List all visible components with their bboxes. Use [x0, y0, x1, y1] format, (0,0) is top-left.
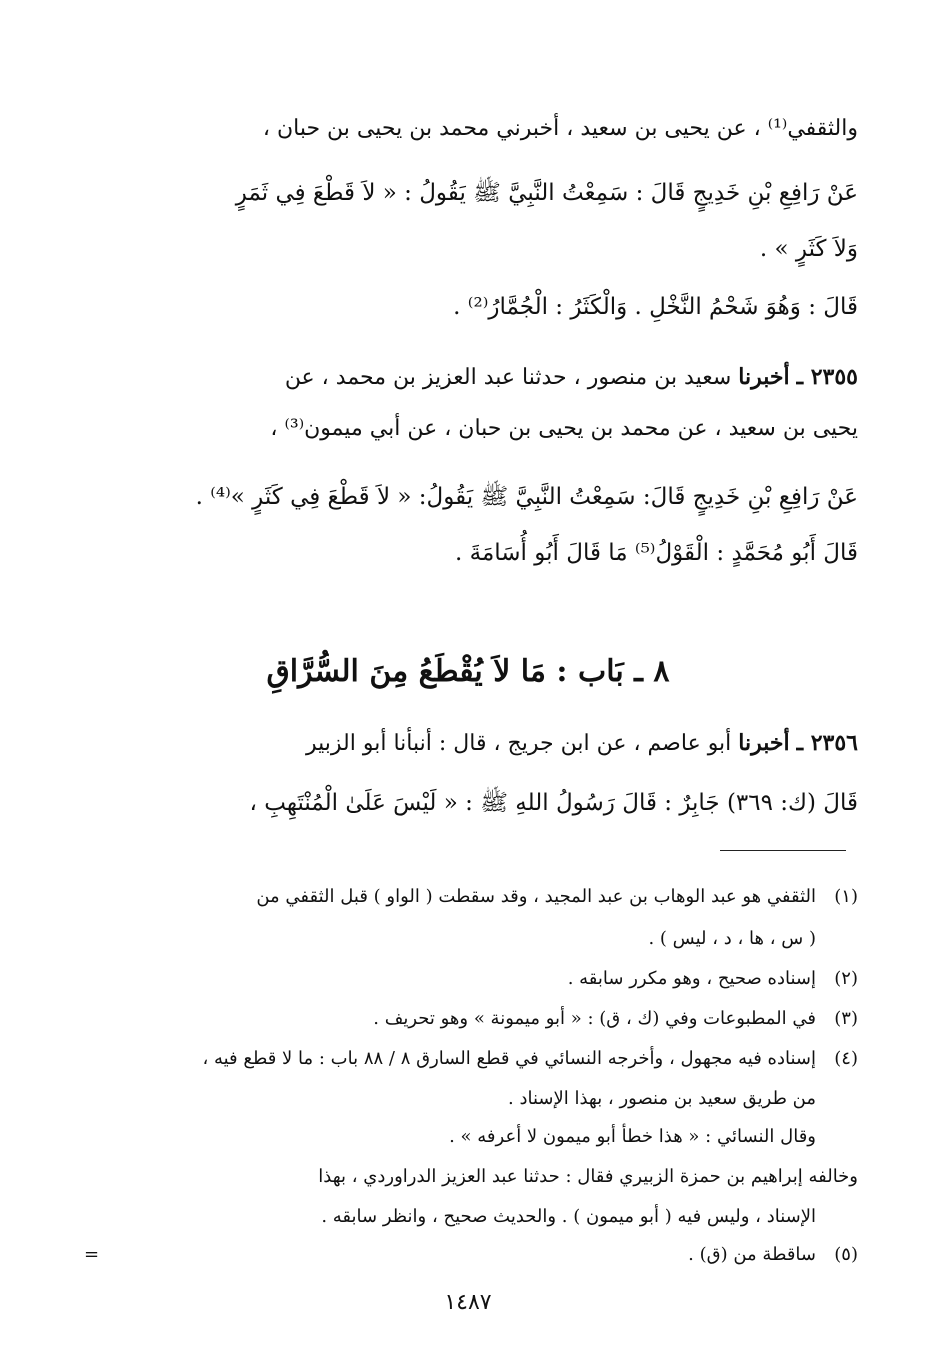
footnote-text: في المطبوعات وفي (ك ، ق) : « أبو ميمونة » وهو تحريف . [373, 1008, 816, 1029]
sanad-text: أبو عاصم ، عن ابن جريج ، قال : أنبأنا أبو الزبير [306, 731, 732, 756]
footnote-4-line-5: الإسناد ، وليس فيه ( أبو ميمون ) . والحديث صحيح ، وانظر سابقه . [321, 1206, 816, 1227]
footnote-3 [78, 1008, 858, 1029]
footnote-separator [720, 850, 846, 851]
footnote-text: إسناده فيه مجهول ، وأخرجه النسائي في قطع السارق ٨ / ٨٨ باب : ما لا قطع فيه ، [202, 1048, 816, 1069]
footnote-text: إسناده صحيح ، وهو مكرر سابقه . [567, 968, 816, 989]
hadith-2356-sanad [306, 730, 858, 756]
hadith-2355-comment: قَالَ أَبُو مُحَمَّدٍ : الْقَوْلُ⁽⁵⁾ مَا قَالَ أَبُو أُسَامَةَ . [455, 540, 858, 566]
footnote-text: الثقفي هو عبد الوهاب بن عبد المجيد ، وقد سقطت ( الواو ) قبل الثقفي من [256, 886, 816, 907]
hadith-2354-line-2: وَلاَ كَثَرٍ » . [759, 236, 858, 262]
footnote-number: (١) [834, 886, 858, 907]
footnote-number: (٣) [834, 1008, 858, 1029]
footnote-1 [78, 886, 858, 907]
footnote-4-line-2: من طريق سعيد بن منصور ، بهذا الإسناد . [508, 1088, 816, 1109]
footnote-2 [78, 968, 858, 989]
footnote-1-continued: ( س ، ها ، د ، ليس ) . [648, 928, 816, 949]
footnote-4-line-3: وقال النسائي : « هذا خطأ أبو ميمون لا أعرفه » . [449, 1126, 816, 1147]
continuation-mark: = [84, 1244, 100, 1265]
footnote-text: ساقطة من (ق) . [688, 1244, 816, 1265]
intro-line: والثقفي⁽¹⁾ ، عن يحيى بن سعيد ، أخبرني محمد بن يحيى بن حبان ، [262, 116, 858, 141]
hadith-2355-sanad-line-2: يحيى بن سعيد ، عن محمد بن يحيى بن حبان ، عن أبي ميمون⁽³⁾ ، [270, 416, 858, 441]
hadith-2355-matn: عَنْ رَافِعِ بْنِ خَدِيجٍ قَالَ: سَمِعْتُ النَّبِيَّ ﷺ يَقُولُ: « لاَ قَطْعَ فِي كَثَرٍ »⁽⁴⁾ . [195, 484, 858, 510]
page-number: ١٤٨٧ [444, 1290, 492, 1315]
hadith-2354-line-3: قَالَ : وَهُوَ شَحْمُ النَّخْلِ . وَالْكَثَرُ : الْجُمَّارُ⁽²⁾ . [453, 294, 858, 320]
hadith-number: ٢٣٥٦ ـ [796, 730, 858, 756]
akhbarana-label: أخبرنا [738, 364, 790, 390]
footnote-number: (٢) [834, 968, 858, 989]
hadith-number: ٢٣٥٥ ـ [796, 364, 858, 390]
footnote-4-line-4: وخالفه إبراهيم بن حمزة الزبيري فقال : حدثنا عبد العزيز الدراوردي ، بهذا [318, 1166, 858, 1187]
akhbarana-label: أخبرنا [738, 730, 790, 756]
footnote-number: (٥) [834, 1244, 858, 1265]
footnote-5 [78, 1244, 858, 1265]
footnote-4 [78, 1048, 858, 1069]
hadith-2356-matn: قَالَ (ك: ٣٦٩) جَابِرٌ : قَالَ رَسُولُ اللهِ ﷺ : « لَيْسَ عَلَىٰ الْمُنْتَهِبِ ، [249, 790, 858, 816]
sanad-text: سعيد بن منصور ، حدثنا عبد العزيز بن محمد ، عن [284, 365, 732, 390]
chapter-title: ٨ ـ بَاب : مَا لاَ يُقْطَعُ مِنَ السُّرَّاقِ [266, 654, 670, 689]
hadith-2355-sanad-line-1 [285, 364, 858, 390]
footnote-number: (٤) [834, 1048, 858, 1069]
hadith-2354-line-1: عَنْ رَافِعِ بْنِ خَدِيجٍ قَالَ : سَمِعْتُ النَّبِيَّ ﷺ يَقُولُ : « لاَ قَطْعَ فِي ثَمَرٍ [235, 180, 858, 206]
